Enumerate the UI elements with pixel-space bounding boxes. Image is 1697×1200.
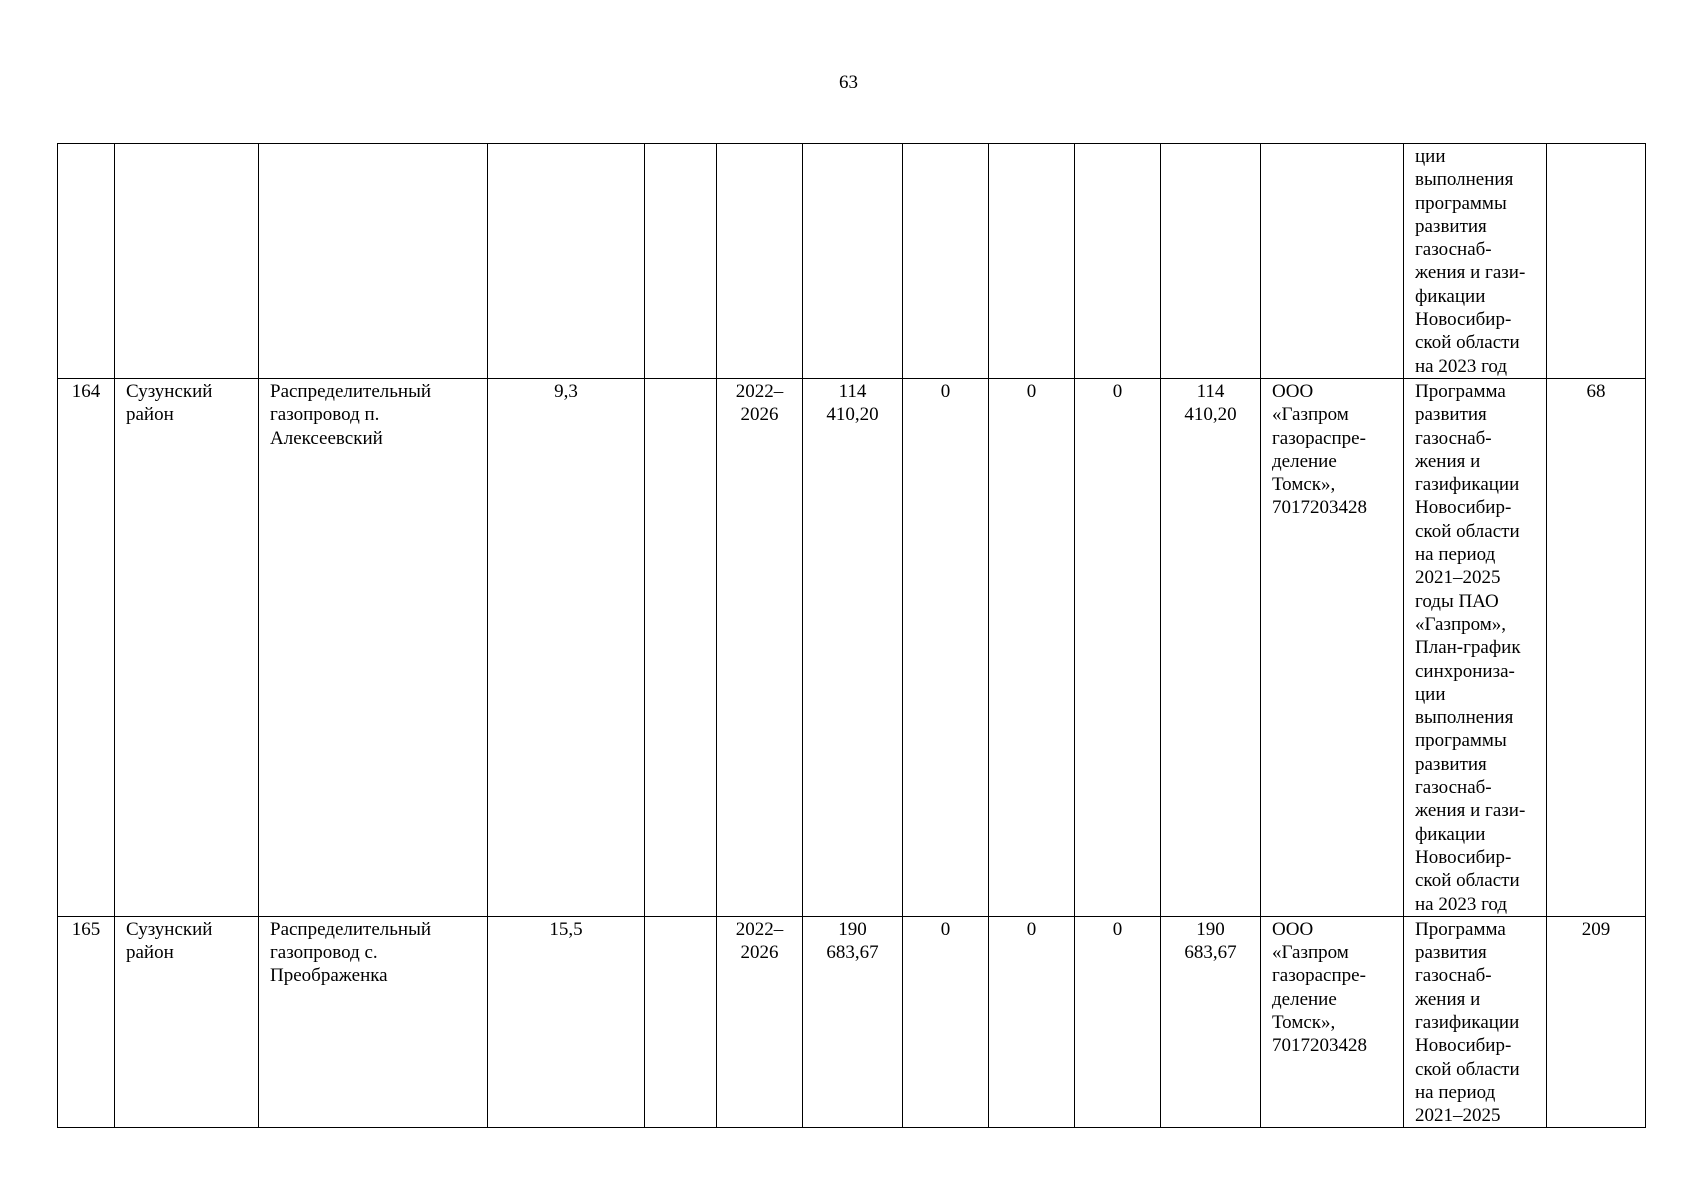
cell-v1 xyxy=(903,144,989,379)
program-text: ции выполнения программы развития газоснаб- жения и гази- фикации Новосибир- ской области на 2023 год xyxy=(1415,146,1526,377)
cell-last: 68 xyxy=(1547,378,1646,916)
cell-object: Распределительный газопровод п. Алексеевский xyxy=(259,378,488,916)
cell-v4 xyxy=(1161,144,1261,379)
cell-v4: 114 410,20 xyxy=(1161,378,1261,916)
cell-v2: 0 xyxy=(989,916,1075,1128)
cell-total: 190 683,67 xyxy=(803,916,903,1128)
cell-v3 xyxy=(1075,144,1161,379)
cell-num xyxy=(58,144,115,379)
cell-length xyxy=(488,144,645,379)
cell-period: 2022– 2026 xyxy=(717,378,803,916)
cell-object: Распределительный газопровод с. Преображенка xyxy=(259,916,488,1128)
cell-num: 165 xyxy=(58,916,115,1128)
cell-v4: 190 683,67 xyxy=(1161,916,1261,1128)
cell-col5 xyxy=(645,916,717,1128)
cell-object xyxy=(259,144,488,379)
cell-length: 15,5 xyxy=(488,916,645,1128)
cell-district: Сузунский район xyxy=(115,378,259,916)
cell-total xyxy=(803,144,903,379)
cell-district: Сузунский район xyxy=(115,916,259,1128)
table-row xyxy=(58,916,1646,1128)
cell-num: 164 xyxy=(58,378,115,916)
table-row xyxy=(58,378,1646,916)
cell-program xyxy=(1404,144,1547,379)
cell-v3: 0 xyxy=(1075,378,1161,916)
cell-v3: 0 xyxy=(1075,916,1161,1128)
cell-program: Программа развития газоснаб- жения и газификации Новосибир- ской области на период 2021–2025 годы ПАО «Газпром», План-график синхрониза- ции выполнения программы развития газоснаб- жения и гази- фикации Новосибир- ской области на 2023 год xyxy=(1404,378,1547,916)
cell-col5 xyxy=(645,378,717,916)
cell-last xyxy=(1547,144,1646,379)
cell-org: ООО «Газпром газораспре- деление Томск», 7017203428 xyxy=(1261,916,1404,1128)
cell-total: 114 410,20 xyxy=(803,378,903,916)
data-table xyxy=(57,143,1646,1128)
table-row-continuation xyxy=(58,144,1646,379)
cell-org xyxy=(1261,144,1404,379)
cell-v1: 0 xyxy=(903,916,989,1128)
cell-v1: 0 xyxy=(903,378,989,916)
cell-v2 xyxy=(989,144,1075,379)
cell-org: ООО «Газпром газораспре- деление Томск», 7017203428 xyxy=(1261,378,1404,916)
cell-period: 2022– 2026 xyxy=(717,916,803,1128)
cell-last: 209 xyxy=(1547,916,1646,1128)
cell-v2: 0 xyxy=(989,378,1075,916)
cell-col5 xyxy=(645,144,717,379)
cell-program: Программа развития газоснаб- жения и газификации Новосибир- ской области на период 2021–2025 xyxy=(1404,916,1547,1128)
page-number: 63 xyxy=(839,72,858,93)
cell-period xyxy=(717,144,803,379)
cell-length: 9,3 xyxy=(488,378,645,916)
cell-district xyxy=(115,144,259,379)
